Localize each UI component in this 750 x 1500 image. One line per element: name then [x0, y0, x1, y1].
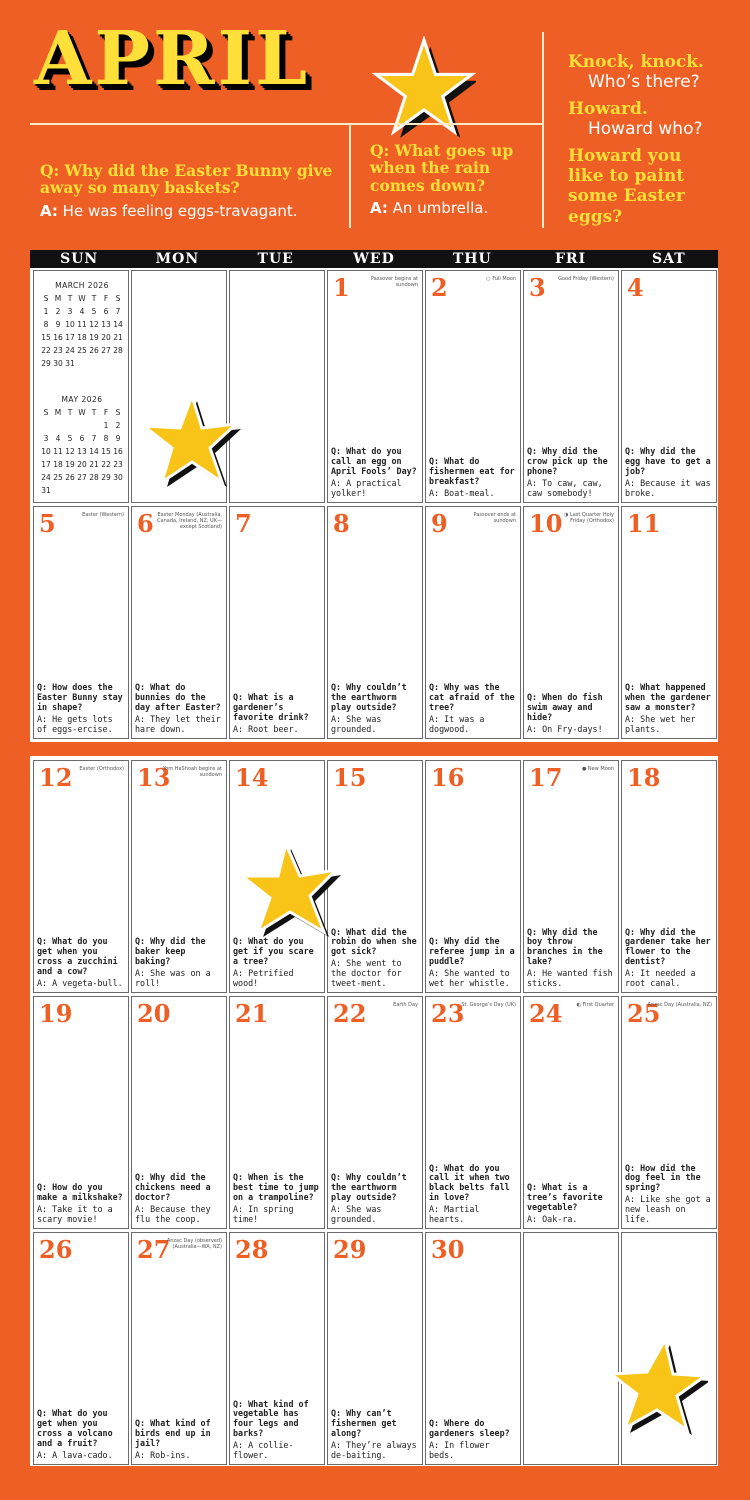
- holiday-note: Passover ends at sundown: [473, 512, 516, 524]
- mini-calendar-row: [40, 359, 124, 372]
- mini-calendar-day: 7: [115, 307, 121, 316]
- joke-question: Q: When is the best time to jump on a trampoline?: [233, 1172, 319, 1203]
- joke-answer: A: She wanted to wet her whistle.: [429, 968, 510, 989]
- joke-question: Q: What do you get when you cross a volcano and a fruit?: [37, 1408, 113, 1449]
- holiday-note: ○ Full Moon: [486, 276, 516, 282]
- mini-calendar-day: 4: [55, 434, 61, 443]
- knock-knock-joke: Knock, knock. Who’s there? Howard. Howard who? Howard you like to paint some Easter eggs?: [568, 52, 704, 227]
- day-cell[interactable]: [131, 760, 227, 993]
- mini-calendar-day: 5: [91, 307, 97, 316]
- day-cell[interactable]: [621, 270, 717, 503]
- day-joke: [527, 693, 616, 735]
- mini-calendar-day: [64, 421, 76, 434]
- day-number: 5: [39, 509, 56, 538]
- joke-question: Q: What do bunnies do the day after Easter?: [135, 682, 221, 713]
- day-joke: [331, 447, 420, 499]
- day-number: 7: [235, 509, 252, 538]
- mini-calendar-day: 24: [41, 473, 51, 482]
- mini-calendar-day: 23: [113, 460, 123, 469]
- mini-calendar-day: 16: [53, 333, 63, 342]
- mini-calendar-row: [40, 346, 124, 359]
- joke-answer: A: She wet her plants.: [625, 714, 696, 735]
- day-cell[interactable]: [523, 270, 619, 503]
- weekday-label: SAT: [652, 251, 686, 267]
- day-joke: [37, 1183, 126, 1225]
- mini-calendar-day: W: [78, 408, 86, 417]
- day-cell[interactable]: [327, 506, 423, 739]
- mini-calendar-day: [88, 486, 100, 499]
- mini-calendar-day: 30: [53, 359, 63, 368]
- mini-calendar-day: 17: [41, 460, 51, 469]
- weekday-label: FRI: [554, 251, 587, 267]
- mini-calendar-day: 2: [55, 307, 61, 316]
- mini-calendar-day: 9: [55, 320, 61, 329]
- mini-calendar-row: [40, 421, 124, 434]
- mini-calendar-day: 27: [101, 346, 111, 355]
- mini-calendar-day: T: [67, 408, 73, 417]
- joke-question: Q: What did the robin do when she got sick?: [331, 926, 417, 957]
- day-joke: [135, 683, 224, 735]
- mini-calendar-row: [40, 460, 124, 473]
- day-cell[interactable]: [131, 1232, 227, 1465]
- joke-question: Q: What happened when the gardener saw a monster?: [625, 682, 711, 713]
- day-joke: [331, 928, 420, 989]
- joke-answer: A: Martial hearts.: [429, 1204, 480, 1225]
- header-joke-1: Q: Why did the Easter Bunny give away so many baskets? A: He was feeling eggs-travagant.: [40, 161, 333, 220]
- day-number: 13: [137, 763, 171, 792]
- mini-calendar-day: [76, 486, 88, 499]
- joke-answer: A: A collie-flower.: [233, 1440, 294, 1461]
- mini-calendar-day: 20: [101, 333, 111, 342]
- mini-calendar-day: 2: [115, 421, 121, 430]
- joke-answer: A: They’re always de-baiting.: [331, 1440, 417, 1461]
- star-icon: [138, 390, 242, 490]
- mini-calendar-day: F: [103, 408, 109, 417]
- day-joke: [429, 1419, 518, 1461]
- day-cell[interactable]: [425, 760, 521, 993]
- mini-calendar-day: 3: [43, 434, 49, 443]
- day-number: 29: [333, 1235, 367, 1264]
- mini-calendar-day: [88, 359, 100, 372]
- joke-answer: A: Petrified wood!: [233, 968, 294, 989]
- header-joke-2: Q: What goes up when the rain comes down? A: An umbrella.: [370, 141, 514, 218]
- mini-calendar-day: 15: [101, 447, 111, 456]
- mini-calendar-day: 17: [65, 333, 75, 342]
- holiday-note: Passover begins at sundown: [370, 276, 418, 288]
- holiday-note: ◐ First Quarter: [576, 1002, 614, 1008]
- day-number: 10: [529, 509, 563, 538]
- mini-calendar-day: 26: [89, 346, 99, 355]
- mini-calendar-day: 30: [113, 473, 123, 482]
- mini-calendar-row: [40, 447, 124, 460]
- joke-question: Q: What do you get if you scare a tree?: [233, 936, 314, 967]
- day-cell[interactable]: [33, 506, 129, 739]
- holiday-note: Earth Day: [393, 1002, 418, 1008]
- mini-calendar-day: S: [115, 294, 121, 303]
- day-cell[interactable]: [523, 506, 619, 739]
- mini-calendar-day: 13: [77, 447, 87, 456]
- mini-calendar-may: [40, 395, 124, 499]
- mini-calendar-day: 10: [41, 447, 51, 456]
- mini-calendar-day: 12: [89, 320, 99, 329]
- joke-question: Q: How did the dog feel in the spring?: [625, 1162, 701, 1193]
- day-joke: [233, 1173, 322, 1225]
- mini-calendar-day: 25: [53, 473, 63, 482]
- mini-calendar-row: [40, 486, 124, 499]
- mini-calendar-march: [40, 281, 124, 372]
- day-joke: [135, 937, 224, 989]
- mini-calendar-day: 24: [65, 346, 75, 355]
- mini-calendar-day: 11: [77, 320, 87, 329]
- mini-calendar-day: 8: [43, 320, 49, 329]
- mini-calendar-day: 13: [101, 320, 111, 329]
- joke-question: Q: Why did the gardener take her flower to the dentist?: [625, 926, 711, 967]
- day-number: 6: [137, 509, 154, 538]
- mini-calendar-day: S: [43, 408, 49, 417]
- day-joke: [429, 1164, 518, 1225]
- day-number: 21: [235, 999, 269, 1028]
- day-number: 19: [39, 999, 73, 1028]
- mini-calendar-row: [40, 307, 124, 320]
- mini-calendar-day: 28: [113, 346, 123, 355]
- day-joke: [625, 928, 714, 989]
- joke-question: Q: How does the Easter Bunny stay in shape?: [37, 682, 123, 713]
- weekday-label: THU: [452, 251, 492, 267]
- joke-answer: A: In spring time!: [233, 1204, 294, 1225]
- joke-answer: A: Because they flu the coop.: [135, 1204, 211, 1225]
- day-number: 8: [333, 509, 350, 538]
- day-number: 16: [431, 763, 465, 792]
- mini-calendar-row: [40, 333, 124, 346]
- mini-calendar-day: 21: [89, 460, 99, 469]
- header-divider: [30, 123, 542, 125]
- holiday-note: Easter (Orthodox): [79, 766, 124, 772]
- joke-answer: A: She went to the doctor for tweet-ment.: [331, 958, 402, 989]
- mini-calendar-day: T: [67, 294, 73, 303]
- day-cell[interactable]: [621, 996, 717, 1229]
- day-number: 18: [627, 763, 661, 792]
- weekday-label: MON: [155, 251, 200, 267]
- day-cell[interactable]: [33, 760, 129, 993]
- day-cell[interactable]: [523, 760, 619, 993]
- weekday-label: WED: [353, 251, 395, 267]
- joke-answer: A: To caw, caw, caw somebody!: [527, 478, 603, 499]
- day-joke: [429, 457, 518, 499]
- day-joke: [233, 1400, 322, 1461]
- mini-calendar-day: 1: [103, 421, 109, 430]
- mini-calendar-day: 9: [115, 434, 121, 443]
- mini-calendar-day: 29: [41, 359, 51, 368]
- joke-answer: A: Like she got a new leash on life.: [625, 1194, 711, 1225]
- day-joke: [135, 1419, 224, 1461]
- joke-answer: A: On Fry-days!: [527, 724, 603, 735]
- joke-question: Q: What is a tree’s favorite vegetable?: [527, 1182, 603, 1213]
- day-number: 4: [627, 273, 644, 302]
- empty-day-cell: [523, 1232, 619, 1465]
- mini-calendar-day: 10: [65, 320, 75, 329]
- mini-calendar-day: 22: [41, 346, 51, 355]
- weekday-label: TUE: [257, 251, 294, 267]
- day-joke: [527, 928, 616, 989]
- mini-calendar-row: [40, 294, 124, 307]
- holiday-note: ● New Moon: [581, 766, 614, 772]
- day-number: 9: [431, 509, 448, 538]
- joke-answer: A: They let their hare down.: [135, 714, 221, 735]
- day-number: 22: [333, 999, 367, 1028]
- mini-calendar-day: T: [91, 294, 97, 303]
- day-number: 26: [39, 1235, 73, 1264]
- mini-calendar-day: 28: [89, 473, 99, 482]
- day-number: 28: [235, 1235, 269, 1264]
- mini-calendar-day: 19: [65, 460, 75, 469]
- day-cell[interactable]: [425, 996, 521, 1229]
- day-cell[interactable]: [131, 996, 227, 1229]
- mini-calendar-title: MAY 2026: [61, 395, 103, 404]
- day-number: 23: [431, 999, 465, 1028]
- day-cell[interactable]: [621, 760, 717, 993]
- joke-answer: A: She was grounded.: [331, 1204, 382, 1225]
- mini-calendar-day: 6: [103, 307, 109, 316]
- weekday-header: [30, 250, 718, 268]
- day-cell[interactable]: [425, 1232, 521, 1465]
- mini-calendar-row: [40, 320, 124, 333]
- mini-calendar-day: 23: [53, 346, 63, 355]
- joke-question: Q: What do you call an egg on April Fools’ Day?: [331, 446, 417, 477]
- joke-question: Q: Why did the referee jump in a puddle?: [429, 936, 515, 967]
- day-number: 24: [529, 999, 563, 1028]
- mini-calendar-day: 14: [89, 447, 99, 456]
- joke-question: Q: Why was the cat afraid of the tree?: [429, 682, 515, 713]
- mini-calendar-day: 8: [103, 434, 109, 443]
- mini-calendar-day: 5: [67, 434, 73, 443]
- mini-calendar-day: 25: [77, 346, 87, 355]
- mini-calendar-day: 19: [89, 333, 99, 342]
- joke-question: Q: How do you make a milkshake?: [37, 1182, 123, 1203]
- day-joke: [625, 1164, 714, 1225]
- mini-calendar-day: 4: [79, 307, 85, 316]
- day-joke: [625, 683, 714, 735]
- mini-calendar-day: 20: [77, 460, 87, 469]
- holiday-note: Easter (Western): [82, 512, 124, 518]
- day-number: 15: [333, 763, 367, 792]
- day-number: 30: [431, 1235, 465, 1264]
- mini-calendar-day: [40, 421, 52, 434]
- joke-answer: A: Oak-ra.: [527, 1214, 578, 1225]
- joke-question: Q: What kind of birds end up in jail?: [135, 1418, 211, 1449]
- joke-question: Q: Why can’t fishermen get along?: [331, 1408, 397, 1439]
- mini-calendar-day: [112, 486, 124, 499]
- holiday-note: Good Friday (Western): [558, 276, 614, 282]
- day-cell[interactable]: [229, 506, 325, 739]
- day-cell[interactable]: [327, 1232, 423, 1465]
- day-joke: [625, 447, 714, 499]
- holiday-note: Anzac Day (observed) (Australia—WA, NZ): [166, 1238, 222, 1250]
- day-joke: [135, 1173, 224, 1225]
- header-divider-vertical: [542, 32, 544, 228]
- joke-answer: A: Root beer.: [233, 724, 299, 735]
- joke-answer: A: She was grounded.: [331, 714, 382, 735]
- mini-calendar-day: [76, 359, 88, 372]
- day-number: 17: [529, 763, 563, 792]
- mini-calendar-day: 11: [53, 447, 63, 456]
- mini-calendar-title: MARCH 2026: [55, 281, 109, 290]
- holiday-note: Yom HaShoah begins at sundown: [162, 766, 222, 778]
- joke-answer: A: She was on a roll!: [135, 968, 211, 989]
- mini-calendar-day: M: [54, 294, 62, 303]
- day-cell[interactable]: [33, 996, 129, 1229]
- joke-answer: A: In flower beds.: [429, 1440, 490, 1461]
- day-number: 25: [627, 999, 661, 1028]
- day-cell[interactable]: [425, 506, 521, 739]
- day-joke: [429, 683, 518, 735]
- mini-calendar-day: 3: [67, 307, 73, 316]
- day-cell[interactable]: [229, 996, 325, 1229]
- day-joke: [331, 683, 420, 735]
- day-joke: [233, 693, 322, 735]
- joke-answer: A: A vegeta-bull.: [37, 978, 123, 989]
- joke-question: Q: Why did the egg have to get a job?: [625, 446, 711, 477]
- mini-calendar-day: 15: [41, 333, 51, 342]
- joke-question: Q: What do fishermen eat for breakfast?: [429, 456, 515, 487]
- joke-question: Q: What do you get when you cross a zucchini and a cow?: [37, 936, 118, 977]
- joke-answer: A: Boat-meal.: [429, 488, 495, 499]
- day-joke: [233, 937, 322, 989]
- mini-calendar-day: F: [103, 294, 109, 303]
- mini-calendar-day: [64, 486, 76, 499]
- mini-calendar-day: [88, 421, 100, 434]
- day-cell[interactable]: [621, 506, 717, 739]
- day-number: 11: [627, 509, 661, 538]
- mini-calendar-day: 7: [91, 434, 97, 443]
- mini-calendar-day: 1: [43, 307, 49, 316]
- day-cell[interactable]: [33, 1232, 129, 1465]
- day-number: 1: [333, 273, 350, 302]
- star-icon: [606, 1336, 708, 1436]
- mini-calendar-day: 22: [101, 460, 111, 469]
- mini-calendar-day: M: [54, 408, 62, 417]
- mini-calendar-day: 14: [113, 320, 123, 329]
- month-title: APRIL: [34, 16, 311, 102]
- day-joke: [37, 683, 126, 735]
- mini-calendar-day: T: [91, 408, 97, 417]
- joke-question: Q: Why couldn’t the earthworm play outside?: [331, 1172, 407, 1203]
- joke-answer: A: A lava-cado.: [37, 1450, 113, 1461]
- mini-calendar-day: S: [43, 294, 49, 303]
- header-divider-vertical: [349, 124, 351, 228]
- mini-calendar-row: [40, 473, 124, 486]
- joke-question: Q: Why did the crow pick up the phone?: [527, 446, 608, 477]
- mini-calendars-cell: [33, 270, 129, 503]
- day-joke: [331, 1173, 420, 1225]
- day-joke: [331, 1409, 420, 1461]
- mini-calendar-day: [100, 359, 112, 372]
- day-cell[interactable]: [229, 1232, 325, 1465]
- header: [0, 0, 750, 240]
- mini-calendar-day: [52, 421, 64, 434]
- day-cell[interactable]: [327, 996, 423, 1229]
- joke-answer: A: He wanted fish sticks.: [527, 968, 613, 989]
- joke-question: Q: Why did the baker keep baking?: [135, 936, 206, 967]
- day-number: 2: [431, 273, 448, 302]
- holiday-note: Easter Monday (Australia, Canada, Ireland, NZ, UK—except Scotland): [157, 512, 222, 530]
- joke-answer: A: He gets lots of eggs-ercise.: [37, 714, 113, 735]
- day-joke: [527, 447, 616, 499]
- mini-calendar-day: W: [78, 294, 86, 303]
- mini-calendar-day: 31: [65, 359, 75, 368]
- day-number: 14: [235, 763, 269, 792]
- joke-question: Q: Why did the boy throw branches in the lake?: [527, 926, 603, 967]
- holiday-note: Anzac Day (Australia, NZ): [647, 1002, 712, 1008]
- day-number: 12: [39, 763, 73, 792]
- weekday-label: SUN: [60, 251, 99, 267]
- joke-answer: A: Rob-ins.: [135, 1450, 191, 1461]
- day-joke: [429, 937, 518, 989]
- star-icon: [238, 840, 342, 940]
- joke-question: Q: Why couldn’t the earthworm play outside?: [331, 682, 407, 713]
- joke-question: Q: When do fish swim away and hide?: [527, 692, 603, 723]
- joke-question: Q: Where do gardeners sleep?: [429, 1418, 510, 1439]
- day-cell[interactable]: [523, 996, 619, 1229]
- day-joke: [527, 1183, 616, 1225]
- mini-calendar-day: 29: [101, 473, 111, 482]
- joke-answer: A: A practical yolker!: [331, 478, 402, 499]
- mini-calendar-row: [40, 408, 124, 421]
- mini-calendar-day: [76, 421, 88, 434]
- day-cell[interactable]: [131, 506, 227, 739]
- mini-calendar-day: [112, 359, 124, 372]
- joke-answer: A: Take it to a scary movie!: [37, 1204, 113, 1225]
- mini-calendar-day: 6: [79, 434, 85, 443]
- mini-calendar-day: [52, 486, 64, 499]
- day-joke: [37, 937, 126, 989]
- mini-calendar-row: [40, 434, 124, 447]
- empty-day-cell: [229, 270, 325, 503]
- holiday-note: St. George’s Day (UK): [461, 1002, 516, 1008]
- mini-calendar-day: 12: [65, 447, 75, 456]
- mini-calendar-day: 21: [113, 333, 123, 342]
- mini-calendar-day: 18: [77, 333, 87, 342]
- mini-calendar-day: 31: [41, 486, 51, 495]
- day-number: 3: [529, 273, 546, 302]
- joke-answer: A: It needed a root canal.: [625, 968, 696, 989]
- day-cell[interactable]: [327, 270, 423, 503]
- mini-calendar-day: 26: [65, 473, 75, 482]
- joke-answer: A: Because it was broke.: [625, 478, 711, 499]
- mini-calendar-day: 27: [77, 473, 87, 482]
- mini-calendar-day: [100, 486, 112, 499]
- mini-calendar-day: 16: [113, 447, 123, 456]
- day-number: 20: [137, 999, 171, 1028]
- mini-calendar-day: 18: [53, 460, 63, 469]
- holiday-note: ◑ Last Quarter Holy Friday (Orthodox): [563, 512, 614, 524]
- day-joke: [37, 1409, 126, 1461]
- joke-question: Q: What kind of vegetable has four legs and barks?: [233, 1398, 309, 1439]
- mini-calendar-day: S: [115, 408, 121, 417]
- day-cell[interactable]: [425, 270, 521, 503]
- day-number: 27: [137, 1235, 171, 1264]
- joke-question: Q: What do you call it when two black belts fall in love?: [429, 1162, 510, 1203]
- joke-question: Q: What is a gardener’s favorite drink?: [233, 692, 309, 723]
- joke-answer: A: It was a dogwood.: [429, 714, 485, 735]
- joke-question: Q: Why did the chickens need a doctor?: [135, 1172, 211, 1203]
